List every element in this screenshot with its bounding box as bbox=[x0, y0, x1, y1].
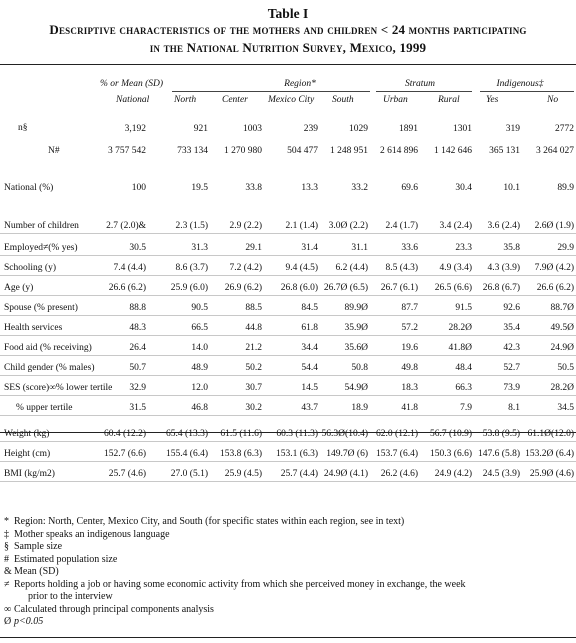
table-cell: 35.4 bbox=[503, 323, 520, 333]
row-label: Child gender (% males) bbox=[4, 363, 95, 373]
table-cell: 33.6 bbox=[401, 243, 418, 253]
row-label: Spouse (% present) bbox=[4, 303, 78, 313]
table-cell: 26.8 (6.0) bbox=[280, 283, 318, 293]
table-cell: 26.9 (6.2) bbox=[224, 283, 262, 293]
table-cell: 35.8 bbox=[503, 243, 520, 253]
table-cell: 7.9 bbox=[460, 403, 472, 413]
footnote-mark: * bbox=[4, 516, 9, 527]
end-rule bbox=[0, 637, 576, 638]
footnote-mark: ‡ bbox=[4, 528, 9, 540]
N-cell: 1 142 646 bbox=[434, 146, 472, 156]
table-cell: 73.9 bbox=[503, 383, 520, 393]
table-cell: 48.3 bbox=[129, 323, 146, 333]
footnote bbox=[4, 616, 43, 628]
footnote-mark: # bbox=[4, 553, 9, 565]
table-cell: 8.1 bbox=[508, 403, 520, 413]
row-divider bbox=[0, 355, 576, 356]
table-cell: 147.6 (5.8) bbox=[478, 449, 520, 459]
table-cell: 2.4 (1.7) bbox=[385, 221, 418, 231]
indigenous-group-line bbox=[480, 91, 574, 92]
table-row bbox=[0, 300, 576, 316]
footnote bbox=[4, 541, 62, 553]
N-cell: 3 757 542 bbox=[108, 146, 146, 156]
row-divider bbox=[0, 375, 576, 376]
row-label: Height (cm) bbox=[4, 449, 51, 459]
header-pct-mean: % or Mean (SD) bbox=[100, 79, 164, 89]
table-row bbox=[0, 466, 576, 482]
table-cell: 24.9 (4.2) bbox=[434, 469, 472, 479]
n-cell: 2772 bbox=[555, 124, 574, 134]
table-cell: 89.9Ø bbox=[344, 303, 368, 313]
table-cell: 33.2 bbox=[351, 183, 368, 193]
n-cell: 1891 bbox=[399, 124, 418, 134]
table-cell: 60.4 (12.2) bbox=[104, 429, 146, 439]
table-cell: 23.3 bbox=[455, 243, 472, 253]
table-cell: 18.3 bbox=[401, 383, 418, 393]
row-divider bbox=[0, 233, 576, 234]
table-cell: 65.4 (13.3) bbox=[166, 429, 208, 439]
table-cell: 3.0Ø (2.2) bbox=[328, 221, 368, 231]
table-cell: 88.7Ø bbox=[550, 303, 574, 313]
table-row bbox=[0, 240, 576, 256]
table-cell: 50.2 bbox=[245, 363, 262, 373]
table-cell: 10.1 bbox=[503, 183, 520, 193]
table-cell: 153.1 (6.3) bbox=[276, 449, 318, 459]
table-cell: 60.3 (11.3) bbox=[276, 429, 318, 439]
table-cell: 7.2 (4.2) bbox=[229, 263, 262, 273]
header-region: Region* bbox=[284, 79, 316, 89]
row-label: Weight (kg) bbox=[4, 429, 50, 439]
footnote bbox=[4, 591, 113, 603]
table-row bbox=[0, 180, 576, 196]
table-cell: 2.6Ø (1.9) bbox=[534, 221, 574, 231]
row-divider bbox=[0, 295, 576, 296]
table-cell: 88.5 bbox=[245, 303, 262, 313]
footnote bbox=[4, 554, 117, 566]
table-cell: 54.4 bbox=[301, 363, 318, 373]
table-cell: 2.1 (1.4) bbox=[285, 221, 318, 231]
table-cell: 50.8 bbox=[351, 363, 368, 373]
table-row bbox=[0, 260, 576, 276]
table-caption-line-2: in the National Nutrition Survey, Mexico, 1999 bbox=[149, 40, 427, 55]
table-cell: 30.7 bbox=[245, 383, 262, 393]
table-row bbox=[0, 360, 576, 376]
row-divider bbox=[0, 335, 576, 336]
table-cell: 14.5 bbox=[301, 383, 318, 393]
footnote bbox=[4, 604, 214, 616]
col-north: North bbox=[174, 95, 197, 105]
table-cell: 24.9Ø bbox=[550, 343, 574, 353]
table-cell: 88.8 bbox=[129, 303, 146, 313]
footnote-text: Estimated population size bbox=[14, 553, 118, 565]
region-group-line bbox=[172, 91, 370, 92]
table-cell: 44.8 bbox=[245, 323, 262, 333]
n-cell: 1029 bbox=[349, 124, 368, 134]
table-caption-line-1: Descriptive characteristics of the mothers and children < 24 months participating bbox=[49, 22, 527, 37]
table-cell: 49.8 bbox=[401, 363, 418, 373]
row-label: Age (y) bbox=[4, 283, 34, 293]
col-urban: Urban bbox=[383, 95, 408, 105]
table-cell: 89.9 bbox=[557, 183, 574, 193]
table-cell: 87.7 bbox=[401, 303, 418, 313]
table-cell: 25.7 (4.4) bbox=[280, 469, 318, 479]
row-label: BMI (kg/m2) bbox=[4, 469, 55, 479]
row-label: Food aid (% receiving) bbox=[4, 343, 92, 353]
row-divider bbox=[0, 415, 576, 416]
table-cell: 66.5 bbox=[191, 323, 208, 333]
table-cell: 12.0 bbox=[191, 383, 208, 393]
table-cell: 46.8 bbox=[191, 403, 208, 413]
table-cell: 34.5 bbox=[557, 403, 574, 413]
table-row bbox=[0, 320, 576, 336]
bottom-rule bbox=[0, 432, 576, 433]
table-row bbox=[0, 400, 576, 416]
n-cell: 1301 bbox=[453, 124, 472, 134]
table-cell: 90.5 bbox=[191, 303, 208, 313]
table-cell: 48.4 bbox=[455, 363, 472, 373]
table-cell: 18.9 bbox=[351, 403, 368, 413]
table-cell: 50.5 bbox=[557, 363, 574, 373]
n-cell: 1003 bbox=[243, 124, 262, 134]
table-cell: 62.0 (12.1) bbox=[376, 429, 418, 439]
table-cell: 2.9 (2.2) bbox=[229, 221, 262, 231]
table-cell: 56.3Ø(10.4) bbox=[321, 429, 368, 439]
table-cell: 14.0 bbox=[191, 343, 208, 353]
N-cell: 2 614 896 bbox=[380, 146, 418, 156]
table-cell: 8.6 (3.7) bbox=[175, 263, 208, 273]
footnote-text: Calculated through principal components analysis bbox=[14, 603, 214, 615]
table-cell: 4.3 (3.9) bbox=[487, 263, 520, 273]
table-cell: 153.7 (6.4) bbox=[376, 449, 418, 459]
table-cell: 35.6Ø bbox=[344, 343, 368, 353]
table-row bbox=[0, 340, 576, 356]
row-label: Health services bbox=[4, 323, 63, 333]
table-cell: 7.9Ø (4.2) bbox=[534, 263, 574, 273]
row-divider bbox=[0, 255, 576, 256]
table-cell: 84.5 bbox=[301, 303, 318, 313]
col-south: South bbox=[332, 95, 354, 105]
table-cell: 4.9 (3.4) bbox=[439, 263, 472, 273]
footnote bbox=[4, 529, 170, 541]
N-cell: 365 131 bbox=[489, 146, 520, 156]
footnote-mark: § bbox=[4, 541, 9, 552]
table-cell: 32.9 bbox=[129, 383, 146, 393]
row-label: Schooling (y) bbox=[4, 263, 56, 273]
table-cell: 29.9 bbox=[557, 243, 574, 253]
N-cell: 1 270 980 bbox=[224, 146, 262, 156]
table-cell: 7.4 (4.4) bbox=[113, 263, 146, 273]
col-national: National bbox=[116, 95, 150, 105]
table-cell: 30.2 bbox=[245, 403, 262, 413]
footnote-text: prior to the interview bbox=[28, 591, 113, 602]
table-cell: 13.3 bbox=[301, 183, 318, 193]
n-cell: 319 bbox=[505, 124, 520, 134]
N-label: N# bbox=[48, 146, 60, 156]
table-cell: 6.2 (4.4) bbox=[335, 263, 368, 273]
table-cell: 52.7 bbox=[503, 363, 520, 373]
table-cell: 50.7 bbox=[129, 363, 146, 373]
row-divider bbox=[0, 461, 576, 462]
N-cell: 3 264 027 bbox=[536, 146, 574, 156]
table-cell: 19.6 bbox=[401, 343, 418, 353]
table-cell: 28.2Ø bbox=[448, 323, 472, 333]
row-label: Number of children bbox=[4, 221, 79, 231]
table-row bbox=[0, 218, 576, 234]
table-cell: 42.3 bbox=[503, 343, 520, 353]
table-cell: 19.5 bbox=[191, 183, 208, 193]
footnote-mark: ≠ bbox=[4, 578, 10, 590]
table-cell: 31.5 bbox=[129, 403, 146, 413]
table-cell: 48.9 bbox=[191, 363, 208, 373]
n-cell: 921 bbox=[193, 124, 208, 134]
table-row bbox=[0, 446, 576, 462]
row-divider bbox=[0, 395, 576, 396]
col-no: No bbox=[547, 95, 559, 105]
table-cell: 24.9Ø (4.1) bbox=[323, 469, 368, 479]
table-cell: 49.5Ø bbox=[550, 323, 574, 333]
table-cell: 29.1 bbox=[245, 243, 262, 253]
N-cell: 1 248 951 bbox=[330, 146, 368, 156]
row-divider bbox=[0, 441, 576, 442]
footnote bbox=[4, 516, 404, 528]
n-cell: 3,192 bbox=[124, 124, 146, 134]
table-cell: 26.6 (6.2) bbox=[536, 283, 574, 293]
row-label: SES (score)∞% lower tertile bbox=[4, 383, 113, 393]
table-row bbox=[0, 426, 576, 442]
table-cell: 8.5 (4.3) bbox=[385, 263, 418, 273]
table-cell: 66.3 bbox=[455, 383, 472, 393]
footnote-mark: & bbox=[4, 566, 12, 577]
table-cell: 30.4 bbox=[455, 183, 472, 193]
table-cell: 35.9Ø bbox=[344, 323, 368, 333]
table-cell: 41.8Ø bbox=[448, 343, 472, 353]
table-cell: 61.1Ø(12.0) bbox=[527, 429, 574, 439]
table-cell: 155.4 (6.4) bbox=[166, 449, 208, 459]
footnote-mark: Ø bbox=[4, 616, 12, 627]
table-cell: 31.4 bbox=[301, 243, 318, 253]
row-divider bbox=[0, 275, 576, 276]
footnote-text: Sample size bbox=[14, 541, 63, 552]
col-yes: Yes bbox=[486, 95, 499, 105]
table-cell: 57.2 bbox=[401, 323, 418, 333]
table-cell: 26.4 bbox=[129, 343, 146, 353]
table-cell: 153.2Ø (6.4) bbox=[525, 449, 574, 459]
table-cell: 26.7Ø (6.5) bbox=[323, 283, 368, 293]
footnote-text: Mean (SD) bbox=[14, 566, 59, 577]
footnote bbox=[4, 566, 59, 578]
table-cell: 61.5 (11.6) bbox=[220, 429, 262, 439]
table-cell: 26.2 (4.6) bbox=[380, 469, 418, 479]
table-cell: 34.4 bbox=[301, 343, 318, 353]
n-label: n§ bbox=[18, 123, 28, 133]
table-cell: 54.9Ø bbox=[344, 383, 368, 393]
table-cell: 24.5 (3.9) bbox=[482, 469, 520, 479]
table-cell: 100 bbox=[131, 183, 146, 193]
table-cell: 69.6 bbox=[401, 183, 418, 193]
table-cell: 53.8 (9.5) bbox=[482, 429, 520, 439]
footnote-text: Reports holding a job or having some economic activity from which she perceived money in exchange, the week bbox=[14, 578, 466, 590]
table-row bbox=[0, 280, 576, 296]
footnote bbox=[4, 579, 466, 591]
table-row bbox=[0, 380, 576, 396]
table-cell: 21.2 bbox=[245, 343, 262, 353]
footnote-text: p<0.05 bbox=[14, 616, 44, 627]
table-cell: 152.7 (6.6) bbox=[104, 449, 146, 459]
table-cell: 25.9 (4.5) bbox=[224, 469, 262, 479]
table-cell: 27.0 (5.1) bbox=[170, 469, 208, 479]
row-label: Employed≠(% yes) bbox=[4, 243, 78, 253]
table-cell: 3.6 (2.4) bbox=[487, 221, 520, 231]
table-cell: 26.8 (6.7) bbox=[482, 283, 520, 293]
table-cell: 9.4 (4.5) bbox=[285, 263, 318, 273]
col-mexico-city: Mexico City bbox=[268, 95, 315, 105]
col-center: Center bbox=[222, 95, 248, 105]
row-label: % upper tertile bbox=[16, 403, 73, 413]
table-cell: 28.2Ø bbox=[550, 383, 574, 393]
table-cell: 3.4 (2.4) bbox=[439, 221, 472, 231]
table-cell: 91.5 bbox=[455, 303, 472, 313]
table-cell: 61.8 bbox=[301, 323, 318, 333]
table-cell: 26.5 (6.6) bbox=[434, 283, 472, 293]
N-cell: 733 134 bbox=[177, 146, 208, 156]
header-indigenous: Indigenous‡ bbox=[496, 79, 544, 89]
table-cell: 25.9Ø (4.6) bbox=[529, 469, 574, 479]
table-cell: 41.8 bbox=[401, 403, 418, 413]
row-divider bbox=[0, 481, 576, 482]
header-stratum: Stratum bbox=[404, 79, 436, 89]
stratum-group-line bbox=[376, 91, 472, 92]
table-title: Table I bbox=[267, 6, 309, 21]
footnote-text: Region: North, Center, Mexico City, and South (for specific states within each region, see in text) bbox=[14, 516, 405, 527]
table-cell: 25.7 (4.6) bbox=[108, 469, 146, 479]
table-cell: 26.7 (6.1) bbox=[380, 283, 418, 293]
N-cell: 504 477 bbox=[287, 146, 318, 156]
table-cell: 2.3 (1.5) bbox=[175, 221, 208, 231]
table-cell: 26.6 (6.2) bbox=[108, 283, 146, 293]
footnote-mark: ∞ bbox=[4, 603, 12, 615]
table-cell: 30.5 bbox=[129, 243, 146, 253]
row-divider bbox=[0, 315, 576, 316]
table-cell: 150.3 (6.6) bbox=[430, 449, 472, 459]
n-cell: 239 bbox=[303, 124, 318, 134]
table-cell: 43.7 bbox=[301, 403, 318, 413]
table-cell: 31.1 bbox=[351, 243, 368, 253]
col-rural: Rural bbox=[438, 95, 460, 105]
table-cell: 33.8 bbox=[245, 183, 262, 193]
table-cell: 149.7Ø (6) bbox=[326, 449, 368, 459]
table-cell: 92.6 bbox=[503, 303, 520, 313]
table-cell: 2.7 (2.0)& bbox=[106, 221, 146, 231]
footnote-text: Mother speaks an indigenous language bbox=[14, 528, 170, 540]
table-cell: 153.8 (6.3) bbox=[220, 449, 262, 459]
table-cell: 56.7 (10.9) bbox=[430, 429, 472, 439]
table-cell: 31.3 bbox=[191, 243, 208, 253]
row-label: National (%) bbox=[4, 183, 54, 193]
table-cell: 25.9 (6.0) bbox=[170, 283, 208, 293]
top-rule bbox=[0, 64, 576, 65]
